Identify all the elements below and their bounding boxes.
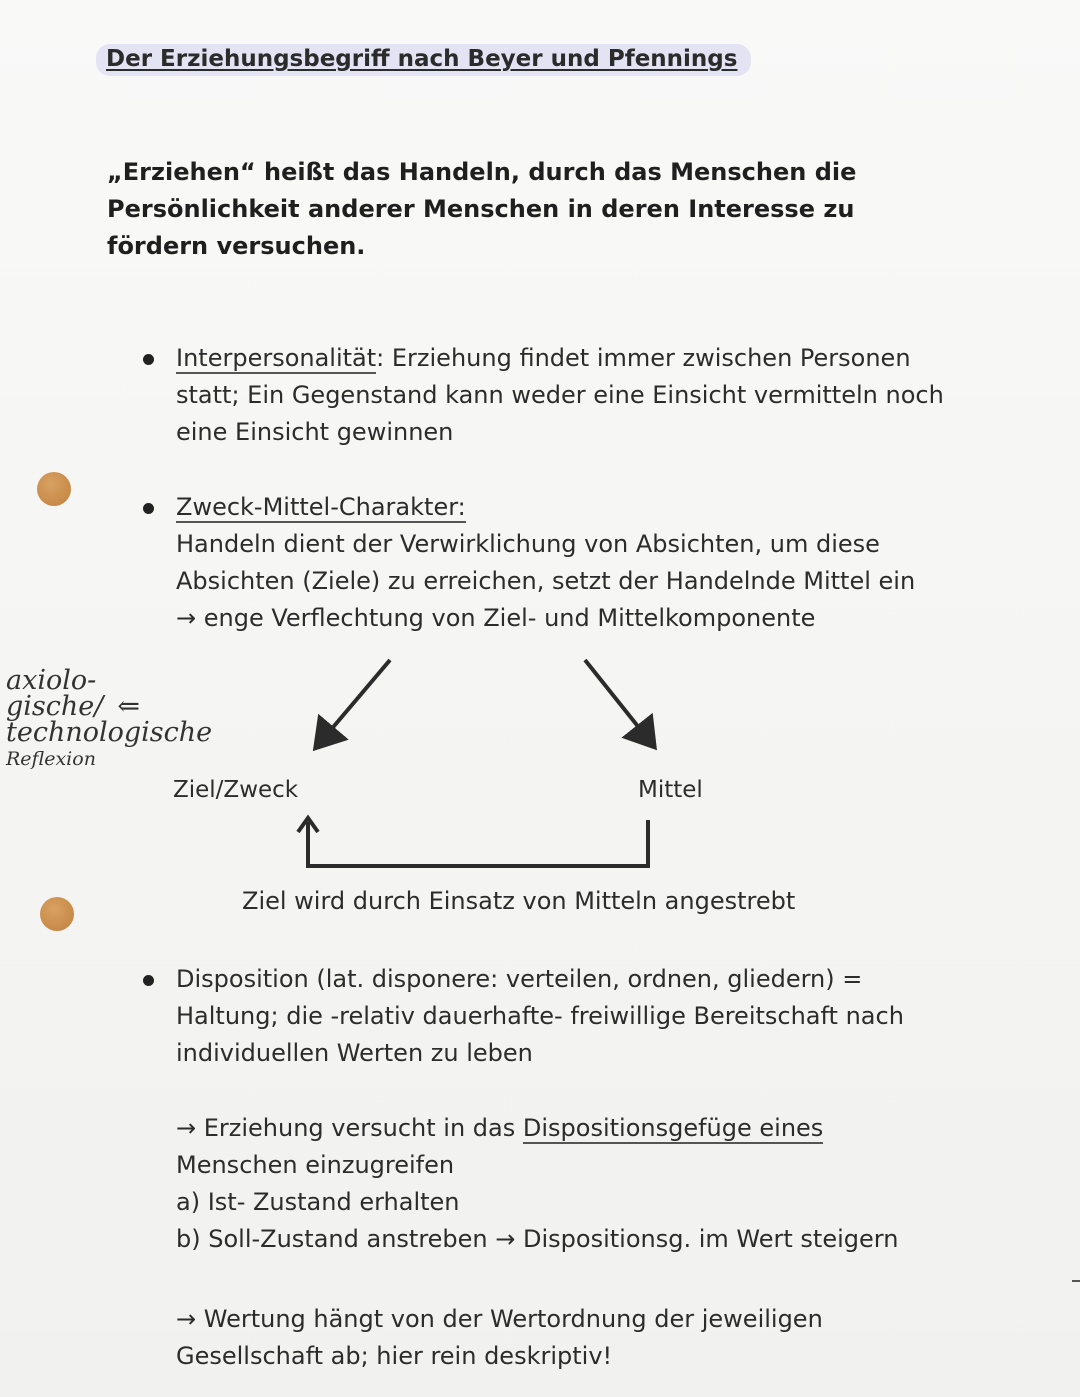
bullet-disposition — [176, 961, 976, 1072]
bullet-text: Absichten (Ziele) zu erreichen, setzt der Handelnde Mittel ein — [176, 567, 916, 595]
bullet-text: eine Einsicht gewinnen — [176, 418, 454, 446]
handwritten-line: axiolo- — [6, 665, 97, 696]
disposition-notes — [176, 1110, 996, 1258]
bullet-dot — [143, 975, 154, 986]
note-text-underlined: Dispositionsgefüge eines — [522, 1114, 824, 1142]
edge-mark — [1072, 1280, 1080, 1282]
arrow-to-mittel — [585, 660, 652, 744]
handwritten-line: gische/ ⇐ — [6, 691, 140, 722]
bullet-text: → enge Verflechtung von Ziel- und Mittelkomponente — [176, 604, 816, 632]
note-text: → Erziehung versucht in das — [176, 1114, 523, 1142]
arrow-to-ziel — [318, 660, 390, 745]
double-arrow-icon: ⇐ — [117, 691, 140, 722]
handwritten-note — [6, 665, 213, 772]
note-text: Gesellschaft ab; hier rein deskriptiv! — [176, 1342, 613, 1370]
term-zweck-mittel: Zweck-Mittel-Charakter: — [176, 493, 466, 521]
bullet-text: individuellen Werten zu leben — [176, 1039, 533, 1067]
term-interpersonalitaet: Interpersonalität — [176, 344, 377, 372]
definition-text: „Erziehen“ heißt das Handeln, durch das Menschen die Persönlichkeit anderer Menschen in deren Interesse zu fördern versuchen. — [107, 158, 857, 260]
bullet-text: statt; Ein Gegenstand kann weder eine Einsicht vermitteln noch — [176, 381, 944, 409]
bullet-text: Haltung; die -relativ dauerhafte- freiwillige Bereitschaft nach — [176, 1002, 904, 1030]
feedback-arrow — [308, 820, 648, 866]
diagram-caption: Ziel wird durch Einsatz von Mitteln angestrebt — [242, 887, 796, 915]
diagram-label-mittel: Mittel — [638, 777, 703, 803]
page-title: Der Erziehungsbegriff nach Beyer und Pfennings — [96, 44, 751, 76]
note-text: → Wertung hängt von der Wertordnung der jeweiligen — [176, 1305, 823, 1333]
note-item-b: b) Soll-Zustand anstreben → Dispositionsg. im Wert steigern — [176, 1225, 899, 1253]
note-text: Menschen einzugreifen — [176, 1151, 455, 1179]
diagram-label-ziel: Ziel/Zweck — [173, 777, 299, 803]
handwritten-line: technologische — [6, 717, 213, 748]
wertung-note — [176, 1301, 996, 1375]
bullet-text: Handeln dient der Verwirklichung von Absichten, um diese — [176, 530, 880, 558]
bullet-text: : Erziehung findet immer zwischen Personen — [376, 344, 911, 372]
note-item-a: a) Ist- Zustand erhalten — [176, 1188, 460, 1216]
handwritten-line: Reflexion — [6, 748, 96, 770]
bullet-text: Disposition (lat. disponere: verteilen, ordnen, gliedern) = — [176, 965, 863, 993]
